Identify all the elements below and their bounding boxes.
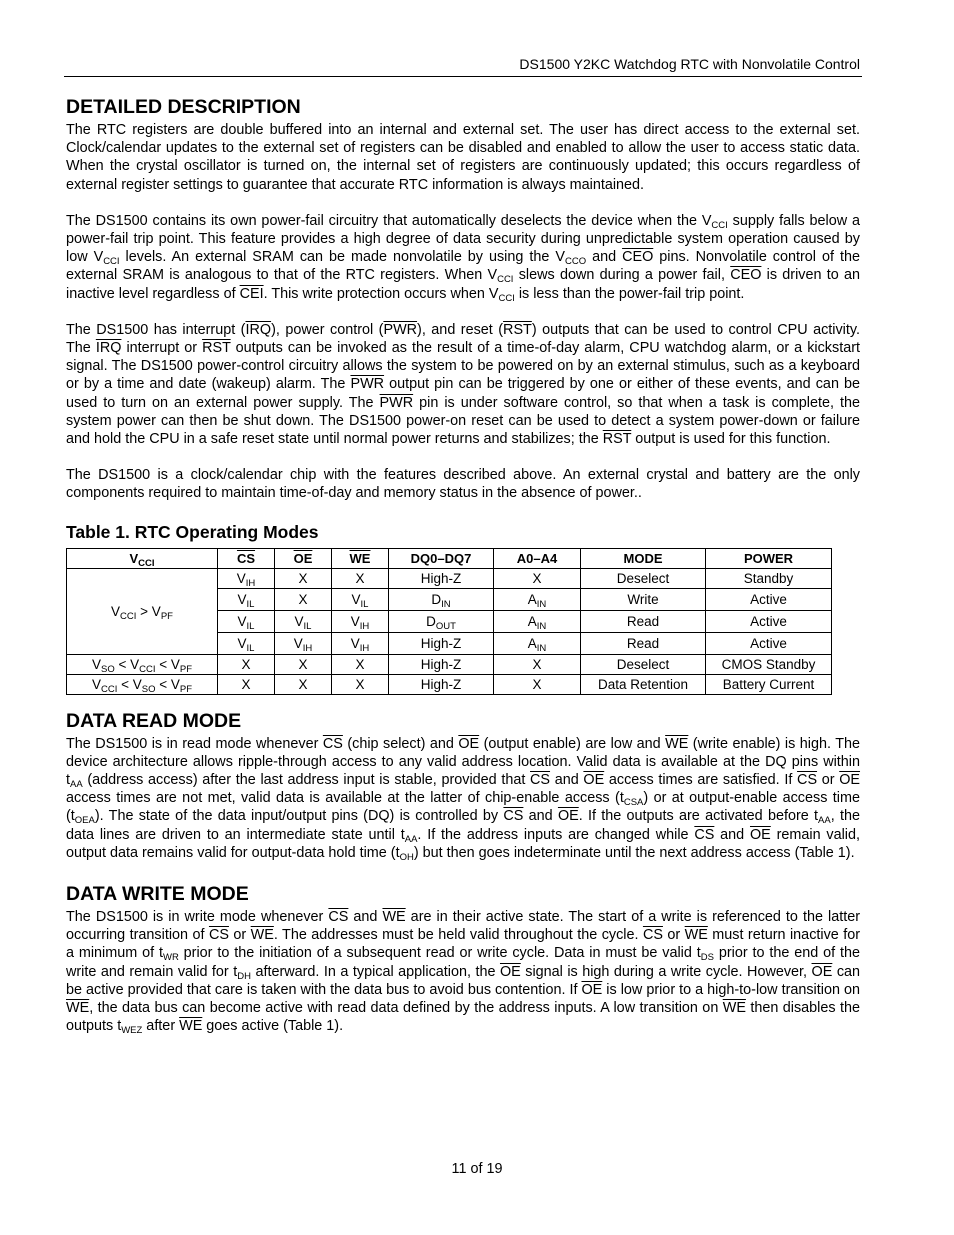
- cell-power: Standby: [706, 568, 832, 588]
- text-run: prior to the initiation of a subsequent read or write cycle. Data in must be valid t: [178, 945, 701, 962]
- paragraph: [66, 735, 860, 862]
- symbol: < V: [117, 676, 142, 692]
- col-header-cs: $\overline{CS}$: [218, 548, 275, 568]
- text-run: The DS1500 is in read mode whenever: [66, 735, 323, 752]
- text-run: prior to the end of the write and remain valid for t: [66, 945, 860, 980]
- active-low-signal: $\overline{IRQ}$: [95, 340, 122, 357]
- subscript: OUT: [435, 620, 456, 632]
- subscript: IN: [536, 642, 547, 654]
- text-run: output pin can be triggered by one or either of these events, and can be used to turn on an external power supply. The: [66, 376, 861, 411]
- symbol: V: [91, 656, 101, 672]
- paragraph-gap: [66, 194, 860, 212]
- cell-vcci-condition: [67, 654, 218, 674]
- text-run: or: [817, 772, 840, 789]
- active-low-signal: $\overline{WE}$: [179, 1018, 203, 1035]
- active-low-signal: $\overline{PWR}$: [350, 376, 385, 393]
- subscript: DH: [237, 970, 251, 982]
- active-low-signal: $\overline{CS}$: [328, 909, 349, 926]
- text-run: ), power control (: [271, 321, 384, 338]
- subscript: IL: [360, 598, 369, 610]
- symbol: V: [111, 603, 121, 619]
- cell-cs: X: [218, 654, 275, 674]
- table-row: [67, 674, 832, 694]
- cell-mode: Write: [581, 588, 706, 610]
- symbol: V: [351, 591, 361, 607]
- col-header-we: $\overline{WE}$: [332, 548, 389, 568]
- paragraph: [66, 121, 860, 194]
- subscript: IL: [303, 620, 312, 632]
- text-run: . If the outputs are activated before t: [578, 808, 819, 825]
- table-row: [67, 654, 832, 674]
- subscript: CSA: [623, 797, 644, 809]
- cell-oe: X: [275, 654, 332, 674]
- text-run: are in their active state. The start of a write is referenced to the latter occurring transition of: [66, 909, 860, 944]
- section-heading-detailed-description: DETAILED DESCRIPTION: [66, 96, 301, 118]
- active-low-signal: $\overline{RST}$: [503, 321, 532, 338]
- text-run: , the data lines are driven to an intermediate state until t: [66, 808, 860, 843]
- subscript: WEZ: [121, 1025, 143, 1037]
- col-header-address: A0–A4: [494, 548, 581, 568]
- symbol: V: [293, 635, 303, 651]
- symbol: A: [527, 591, 537, 607]
- cell-power: Active: [706, 632, 832, 654]
- subscript: CCO: [564, 256, 587, 268]
- col-header-vcci: $V_{CCI}$: [67, 548, 218, 568]
- section-heading-data-read-mode: DATA READ MODE: [66, 709, 242, 732]
- subscript: PF: [179, 683, 193, 695]
- subscript: DS: [700, 952, 714, 964]
- text-run: slews down during a power fail,: [513, 267, 731, 284]
- subscript: CCI: [139, 663, 156, 675]
- header-divider: [64, 76, 862, 77]
- detailed-description-body: [66, 121, 860, 503]
- col-header-power: POWER: [706, 548, 832, 568]
- active-low-signal: $\overline{CS}$: [503, 808, 524, 825]
- text-run: pins. Nonvolatile control of the external SRAM is analogous to that of the RTC registers. When V: [66, 249, 860, 284]
- symbol: V: [237, 613, 247, 629]
- active-low-signal: $\overline{WE}$: [722, 1000, 746, 1017]
- text-run: (address access) after the last address input is stable, provided that: [82, 772, 531, 789]
- rtc-operating-modes-table: [66, 548, 832, 695]
- symbol: D: [431, 591, 442, 607]
- text-run: ). The state of the data input/output pins (DQ) is controlled by: [94, 808, 504, 825]
- page-content: [66, 96, 860, 1036]
- subscript: IN: [536, 620, 547, 632]
- cell-power: Active: [706, 588, 832, 610]
- subscript: PF: [160, 610, 173, 622]
- cell-dq: [389, 610, 494, 632]
- subscript: SO: [141, 683, 156, 695]
- text-run: is less than the power-fail trip point.: [514, 285, 745, 302]
- text-run: The DS1500 is in write mode whenever: [66, 909, 329, 926]
- symbol: V: [236, 570, 246, 586]
- cell-power: Active: [706, 610, 832, 632]
- subscript: WR: [162, 952, 179, 964]
- text-run: (write enable) is high. The device architecture allows ripple-through access to any valid address location. Valid data is available at the DQ pins within t: [66, 735, 860, 789]
- subscript: AA: [70, 779, 83, 791]
- active-low-signal: $\overline{RST}$: [602, 431, 632, 448]
- cell-we: [332, 588, 389, 610]
- cell-oe: X: [275, 674, 332, 694]
- cell-cs: [218, 588, 275, 610]
- text-run: The DS1500 is a clock/calendar chip with the features described above. An external crystal and battery are the only components required to maintain time-of-day and memory status in the absence of power..: [66, 467, 860, 502]
- active-low-signal: $\overline{OE}$: [839, 772, 861, 789]
- text-run: after: [142, 1018, 180, 1035]
- active-low-signal: $\overline{WE}$: [684, 927, 708, 944]
- data-write-mode-body: [66, 908, 860, 1035]
- active-low-signal: $\overline{WE}$: [250, 927, 274, 944]
- symbol: V: [350, 635, 360, 651]
- cell-we: X: [332, 568, 389, 588]
- symbol: V: [350, 613, 360, 629]
- cell-we: X: [332, 654, 389, 674]
- active-low-signal: $\overline{OE}$: [749, 826, 771, 843]
- paragraph: [66, 908, 860, 1035]
- cell-a: X: [494, 654, 581, 674]
- active-low-signal: $\overline{CS}$: [208, 927, 229, 944]
- active-low-signal: $\overline{CS}$: [530, 772, 551, 789]
- text-run: levels. An external SRAM can be made nonvolatile by using the V: [119, 249, 565, 266]
- text-run: or: [662, 927, 685, 944]
- text-run: . If the address inputs are changed while: [417, 826, 695, 843]
- cell-we: X: [332, 674, 389, 694]
- symbol: < V: [155, 676, 180, 692]
- text-run: goes active (Table 1).: [202, 1018, 344, 1035]
- subscript: CCI: [498, 292, 515, 304]
- subscript: CCI: [100, 683, 118, 695]
- cell-oe: [275, 610, 332, 632]
- cell-power: CMOS Standby: [706, 654, 832, 674]
- text-run: The DS1500 has interrupt (: [66, 321, 246, 338]
- subscript: IH: [359, 620, 370, 632]
- text-run: access times are satisfied. If: [604, 772, 798, 789]
- text-run: output is used for this function.: [631, 431, 831, 448]
- subscript: IL: [246, 620, 255, 632]
- paragraph-gap: [66, 303, 860, 321]
- subscript: IN: [441, 598, 451, 610]
- symbol: V: [91, 676, 101, 692]
- cell-cs: X: [218, 674, 275, 694]
- col-header-mode: MODE: [581, 548, 706, 568]
- cell-oe: X: [275, 588, 332, 610]
- symbol: < V: [114, 656, 140, 672]
- table-row: [67, 568, 832, 588]
- cell-a: X: [494, 674, 581, 694]
- subscript: SO: [100, 663, 115, 675]
- col-header-oe: $\overline{OE}$: [275, 548, 332, 568]
- cell-a: [494, 588, 581, 610]
- subscript: IH: [302, 642, 313, 654]
- subscript: AA: [404, 833, 418, 845]
- active-low-signal: $\overline{IRQ}$: [245, 321, 272, 338]
- text-run: access times are not met, valid data is available at the latter of chip-enable access (t: [66, 790, 624, 807]
- cell-a: [494, 610, 581, 632]
- subscript: CCI: [103, 256, 120, 268]
- running-header: DS1500 Y2KC Watchdog RTC with Nonvolatile Control: [519, 56, 860, 72]
- symbol: A: [527, 635, 537, 651]
- cell-cs: [218, 632, 275, 654]
- text-run: or: [228, 927, 251, 944]
- text-run: (output enable) are low and: [479, 735, 666, 752]
- cell-mode: Read: [581, 632, 706, 654]
- active-low-signal: $\overline{OE}$: [583, 772, 605, 789]
- cell-dq: [389, 588, 494, 610]
- active-low-signal: $\overline{CS}$: [694, 826, 715, 843]
- text-run: and: [523, 808, 558, 825]
- cell-we: [332, 610, 389, 632]
- paragraph-gap: [66, 448, 860, 466]
- text-run: . The addresses must be held valid throughout the cycle.: [273, 927, 643, 944]
- cell-vcci-condition: [67, 674, 218, 694]
- table-title: Table 1. RTC Operating Modes: [66, 521, 319, 542]
- text-run: signal is high during a write cycle. However,: [520, 963, 812, 980]
- subscript: IH: [245, 577, 256, 589]
- subscript: IN: [536, 598, 547, 610]
- symbol: V: [237, 591, 247, 607]
- active-low-signal: $\overline{WE}$: [382, 909, 406, 926]
- text-run: and: [586, 249, 623, 266]
- symbol: D: [426, 613, 436, 629]
- text-run: pin is under software control, so that when a task is complete, the system power can then be shut down. The DS1500 power-on reset can be used to detect a system power-down or failure and hold the CPU in a safe reset state until normal power returns and stabilizes; the: [66, 394, 860, 448]
- cell-mode: Deselect: [581, 654, 706, 674]
- text-run: The DS1500 contains its own power-fail circuitry that automatically deselects the device when the V: [66, 212, 712, 229]
- paragraph: [66, 212, 860, 303]
- cell-a: [494, 632, 581, 654]
- subscript: CCI: [497, 274, 514, 286]
- active-low-signal: $\overline{OE}$: [811, 963, 833, 980]
- text-run: must return inactive for a minimum of t: [66, 927, 861, 962]
- text-run: and: [550, 772, 584, 789]
- text-run: outputs can be invoked as the result of a time-of-day alarm, CPU watchdog alarm, or a kickstart signal. The DS1500 power-control circuitry allows the system to be powered on by an external stimulus, such as a keyboard or by a time and date (wakeup) alarm. The: [66, 340, 860, 393]
- text-run: The RTC registers are double buffered into an internal and external set. The user has direct access to the external set. Clock/calendar updates to the external set of registers can be disabled and enabled to allow the user to access static data. When the crystal oscillator is turned on, the internal set of registers are continuously updated; this occurs regardless of external register settings to guarantee that accurate RTC information is always maintained.: [66, 122, 860, 193]
- cell-cs: [218, 610, 275, 632]
- active-low-signal: $\overline{OE}$: [458, 735, 480, 752]
- text-run: interrupt or: [121, 340, 203, 357]
- symbol: > V: [136, 603, 161, 619]
- cell-dq: High-Z: [389, 654, 494, 674]
- active-low-signal: $\overline{CEO}$: [730, 267, 762, 284]
- subscript: IH: [359, 642, 370, 654]
- table-header-row: [67, 548, 832, 568]
- text-run: can be active provided that care is taken with the data bus to avoid bus contention. If: [66, 963, 861, 998]
- text-run: and: [348, 909, 383, 926]
- cell-we: [332, 632, 389, 654]
- active-low-signal: $\overline{CEO}$: [622, 249, 654, 266]
- active-low-signal: $\overline{OE}$: [581, 981, 603, 998]
- active-low-signal: $\overline{CS}$: [797, 772, 818, 789]
- cell-mode: Read: [581, 610, 706, 632]
- text-run: supply falls below a power-fail trip point. This feature provides a high degree of data security during unpredictable system operation caused by low V: [66, 212, 860, 266]
- cell-dq: High-Z: [389, 674, 494, 694]
- subscript: IL: [246, 642, 255, 654]
- table-body: [67, 568, 832, 694]
- active-low-signal: $\overline{CEI}$: [239, 285, 264, 302]
- subscript: IL: [246, 598, 255, 610]
- cell-vcci-condition: [67, 568, 218, 654]
- active-low-signal: $\overline{PWR}$: [383, 321, 418, 338]
- cell-cs: [218, 568, 275, 588]
- text-run: , the data bus can become active with read data defined by the address inputs. A low transition on: [89, 1000, 723, 1017]
- paragraph: [66, 466, 860, 502]
- cell-power: Battery Current: [706, 674, 832, 694]
- col-header-dq: DQ0–DQ7: [389, 548, 494, 568]
- symbol: < V: [155, 656, 180, 672]
- cell-dq: High-Z: [389, 568, 494, 588]
- text-run: ) but then goes indeterminate until the next address access (Table 1).: [413, 844, 855, 861]
- cell-dq: High-Z: [389, 632, 494, 654]
- text-run: ) or at output-enable access time (t: [66, 790, 860, 825]
- text-run: then disables the outputs t: [66, 1000, 860, 1035]
- page-number: 11 of 19: [451, 1161, 503, 1177]
- text-run: (chip select) and: [342, 735, 459, 752]
- active-low-signal: $\overline{WE}$: [665, 735, 689, 752]
- symbol: V: [237, 635, 247, 651]
- subscript: OEA: [74, 815, 95, 827]
- active-low-signal: $\overline{CS}$: [642, 927, 663, 944]
- subscript: CCI: [711, 219, 728, 231]
- text-run: afterward. In a typical application, the: [250, 963, 500, 980]
- cell-oe: [275, 632, 332, 654]
- subscript: OH: [399, 851, 414, 863]
- text-run: is driven to an inactive level regardless of: [66, 267, 861, 302]
- symbol: V: [294, 613, 304, 629]
- text-run: and: [714, 826, 750, 843]
- subscript: CCI: [120, 610, 137, 622]
- data-read-mode-body: [66, 735, 860, 862]
- active-low-signal: $\overline{RST}$: [202, 340, 231, 357]
- text-run: ) outputs that can be used to control CPU activity. The: [66, 321, 860, 357]
- active-low-signal: $\overline{WE}$: [66, 1000, 90, 1017]
- text-run: ), and reset (: [417, 321, 504, 338]
- active-low-signal: $\overline{OE}$: [557, 808, 579, 825]
- symbol: A: [527, 613, 537, 629]
- active-low-signal: $\overline{OE}$: [499, 963, 521, 980]
- text-run: . This write protection occurs when V: [263, 285, 499, 302]
- subscript: PF: [179, 663, 193, 675]
- section-heading-data-write-mode: DATA WRITE MODE: [66, 883, 249, 906]
- active-low-signal: $\overline{PWR}$: [379, 394, 414, 411]
- subscript: AA: [818, 815, 831, 827]
- cell-a: X: [494, 568, 581, 588]
- text-run: remain valid, output data remains valid for output-data hold time (t: [66, 826, 860, 861]
- cell-oe: X: [275, 568, 332, 588]
- text-run: is low prior to a high-to-low transition on: [602, 981, 860, 998]
- paragraph: [66, 321, 860, 448]
- cell-mode: Data Retention: [581, 674, 706, 694]
- active-low-signal: $\overline{CS}$: [322, 735, 343, 752]
- cell-mode: Deselect: [581, 568, 706, 588]
